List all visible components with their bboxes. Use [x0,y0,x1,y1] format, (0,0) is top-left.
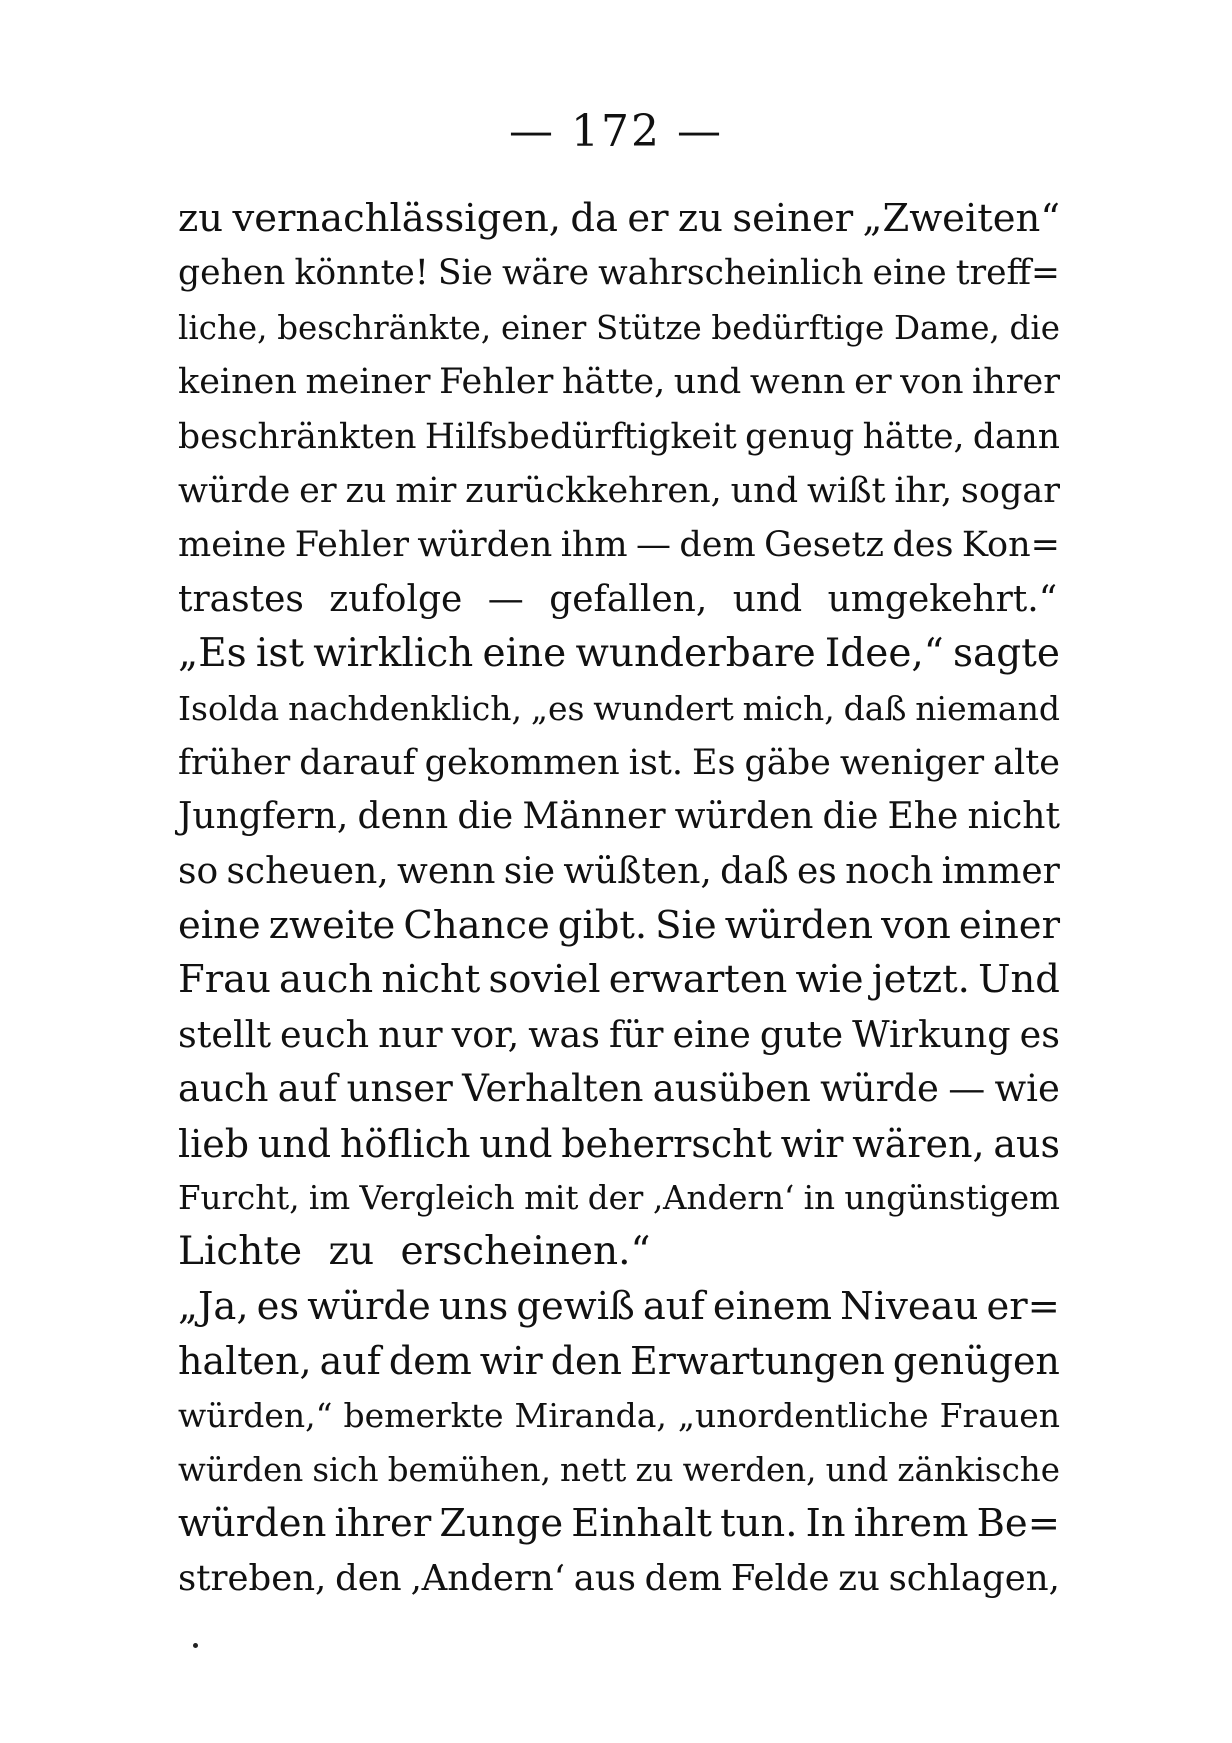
text-line: Lichte zu erscheinen.“ [178,1229,651,1275]
word: Fehler [439,362,554,403]
word: würden [178,1450,304,1489]
word: ist [255,631,305,677]
word: nicht [967,796,1060,838]
word: streben, [178,1557,327,1599]
word: er [299,470,337,511]
word: Ehe [887,796,959,838]
word: halten, [178,1339,312,1384]
word: die [457,796,514,838]
text-line [178,899,1060,953]
word: ihrem [853,1501,969,1547]
word: darauf [299,742,416,783]
word: uns [438,1283,509,1329]
word: würde [307,1283,431,1329]
word: nicht [381,957,481,1003]
word: tun. [720,1501,798,1547]
word: es [256,1283,300,1329]
word: Und [978,957,1060,1003]
word: Kon= [961,525,1060,566]
word: wundert [593,688,734,728]
word: wirklich [313,631,474,677]
word: sich [312,1450,379,1489]
word: Furcht, [178,1179,300,1218]
word: Chance [403,903,550,949]
word: ist. [628,742,683,783]
word: wären, [852,1121,985,1166]
word: Niveau [840,1283,979,1329]
word: einer [958,903,1060,949]
word: dem [679,525,756,566]
word: würden,“ [178,1395,333,1435]
text-line [178,790,1060,844]
word: er= [986,1283,1060,1329]
word: es [797,850,837,892]
word: auf [642,1283,705,1329]
text-line [178,518,1060,572]
word: Be= [976,1501,1060,1547]
word: Sie [655,903,717,949]
word: sagte [952,631,1060,677]
text-line [178,1552,1060,1606]
word: — [636,525,672,566]
word: was [528,1012,600,1056]
word: mir [395,470,457,511]
word: scheuen, [226,850,389,892]
word: da [570,196,618,241]
word: beschränkte, [277,308,492,347]
word: werden, [682,1450,817,1489]
word: Hilfsbedürftigkeit [424,416,737,457]
word: ihr, [894,470,953,511]
word: jetzt. [871,957,970,1003]
text-line [178,192,1060,246]
word: stellt [178,1012,272,1056]
word: dem [388,1339,472,1384]
word: bemerkte [343,1395,504,1435]
word: mich, [742,688,835,728]
word: gibt. [557,903,648,949]
word: eine [482,631,567,677]
word: daß [720,850,789,892]
word: eine [672,1012,751,1056]
word: zurückkehren, [465,470,722,511]
word: auf [319,1339,381,1384]
word: könnte! [294,253,429,294]
word: mit [524,1179,579,1218]
word: gäbe [744,742,831,783]
word: Sie [437,253,493,294]
word: vor, [451,1012,520,1056]
word: wie [994,1067,1060,1111]
word: nachdenklich, [288,688,522,728]
text-line [178,1117,1060,1171]
word: wüßten, [563,850,712,892]
word: wahrscheinlich [598,253,864,294]
word: zweite [268,903,396,949]
word: ‚Andern‘ [410,1557,566,1599]
word: Frau [178,957,271,1003]
text-line [178,1443,1060,1497]
word: einer [500,308,587,347]
word: und [257,1121,332,1166]
word: hätte, [561,362,666,403]
word: ihrer [972,362,1060,403]
word: soviel [488,957,601,1003]
word: daß [843,688,907,728]
word: — [948,1067,986,1111]
word: sogar [960,470,1060,511]
word: von [881,903,951,949]
word: Wirkung [852,1012,1011,1056]
word: vernachlässigen, [232,196,562,241]
word: „Es [178,631,247,677]
word: dann [972,416,1060,457]
word: der [587,1179,644,1218]
word: wäre [502,253,590,294]
ink-speck [193,1643,198,1648]
word: seiner [732,196,854,241]
word: er [854,362,892,403]
word: einem [712,1283,833,1329]
word: so [178,850,219,892]
word: beherrscht [561,1121,772,1166]
text-line [178,246,1060,300]
word: ihm [560,525,628,566]
word: Idee,“ [824,631,944,677]
word: eine [178,903,261,949]
text-line [178,410,1060,464]
word: Miranda, [514,1395,667,1435]
word: sie [503,850,556,892]
word: und [479,1121,553,1166]
word: genügen [892,1339,1060,1384]
word: und [825,1450,889,1489]
text-line [178,1008,1060,1062]
word: zu [345,470,387,511]
word: lieb [178,1121,250,1166]
word: immer [941,850,1060,892]
word: wenn [749,362,846,403]
text-line [178,1062,1060,1116]
word: wir [780,1121,844,1166]
word: ungünstigem [844,1179,1060,1218]
word: wißt [806,470,886,511]
text-line [178,1171,1060,1225]
word: eine [872,253,947,294]
word: würde [820,1067,939,1111]
word: unser [346,1067,453,1111]
text-line [178,1389,1060,1443]
word: erwarten [608,957,788,1003]
word: früher [178,742,291,783]
word: gewiß [516,1283,635,1329]
word: meiner [305,362,431,403]
word: würden [674,796,814,838]
word: euch [280,1012,370,1056]
word: auf [277,1067,338,1111]
word: auch [178,1067,269,1111]
word: Felde [730,1557,830,1599]
word: zu [178,196,224,241]
word: wir [479,1339,543,1384]
word: in [803,1179,835,1218]
text-line [178,627,1060,681]
word: „Zweiten“ [862,196,1060,241]
word: In [805,1501,846,1547]
word: und [730,470,799,511]
word: zu [635,1450,674,1489]
text-line [178,1280,1060,1334]
word: zänkische [897,1450,1060,1489]
word: Gesetz [764,525,884,566]
word: zu [838,1557,880,1599]
word: Jungfern, [178,796,349,838]
word: Frauen [939,1395,1060,1435]
text-line [178,355,1060,409]
word: Fehler [294,525,410,566]
word: gute [759,1012,844,1056]
word: es [1019,1012,1060,1056]
text-line [178,464,1060,518]
word: er [627,196,669,241]
word: die [822,796,879,838]
word: Stütze [596,308,702,347]
word: aus [993,1121,1060,1166]
word: meine [178,525,287,566]
word: den [550,1339,622,1384]
word: keinen [178,362,297,403]
word: die [1009,308,1060,347]
word: schlagen, [888,1557,1060,1599]
word: Einhalt [571,1501,712,1547]
word: weniger [839,742,985,783]
word: den [335,1557,402,1599]
word: zu [677,196,723,241]
word: Männer [522,796,666,838]
word: würden [178,1501,327,1547]
word: würde [178,470,291,511]
word: niemand [915,688,1060,728]
text-line [178,953,1060,1007]
word: von [900,362,964,403]
word: Verhalten [462,1067,644,1111]
body-text [178,192,1060,1606]
word: bedürftige [711,308,885,347]
text-line [178,736,1060,790]
word: liche, [178,308,268,347]
word: höflich [339,1121,471,1166]
word: für [609,1012,664,1056]
word: Es [691,742,736,783]
word: Zunge [439,1501,564,1547]
word: denn [357,796,449,838]
word: Vergleich [359,1179,515,1218]
text-line [178,845,1060,899]
word: gehen [178,253,286,294]
word: ihrer [334,1501,432,1547]
word: nur [378,1012,443,1056]
word: im [308,1179,351,1218]
word: alte [993,742,1060,783]
text-line [178,301,1060,355]
word: beschränkten [178,416,417,457]
word: und [673,362,742,403]
word: auch [279,957,374,1003]
page-number: — 172 — [509,106,723,157]
word: „es [530,688,585,728]
word: „Ja, [178,1283,249,1329]
text-line [178,682,1060,736]
word: ‚Andern‘ [652,1179,795,1218]
word: würden [417,525,553,566]
word: ausüben [652,1067,811,1111]
word: nett [560,1450,627,1489]
word: hätte, [862,416,965,457]
word: wunderbare [575,631,816,677]
word: bemühen, [387,1450,551,1489]
word: aus [573,1557,636,1599]
word: dem [644,1557,723,1599]
text-line [178,1334,1060,1388]
word: würden [724,903,874,949]
word: noch [845,850,934,892]
word: treff= [955,253,1060,294]
word: Dame, [893,308,1000,347]
word: „unordentliche [677,1395,929,1435]
word: genug [745,416,855,457]
word: des [892,525,954,566]
word: Isolda [178,688,280,728]
word: gekommen [424,742,620,783]
word: Erwartungen [630,1339,885,1384]
text-line: trastes zufolge — gefallen, und umgekehrt.“ [178,578,1058,620]
text-line [178,1497,1060,1551]
word: wenn [397,850,496,892]
word: wie [795,957,864,1003]
